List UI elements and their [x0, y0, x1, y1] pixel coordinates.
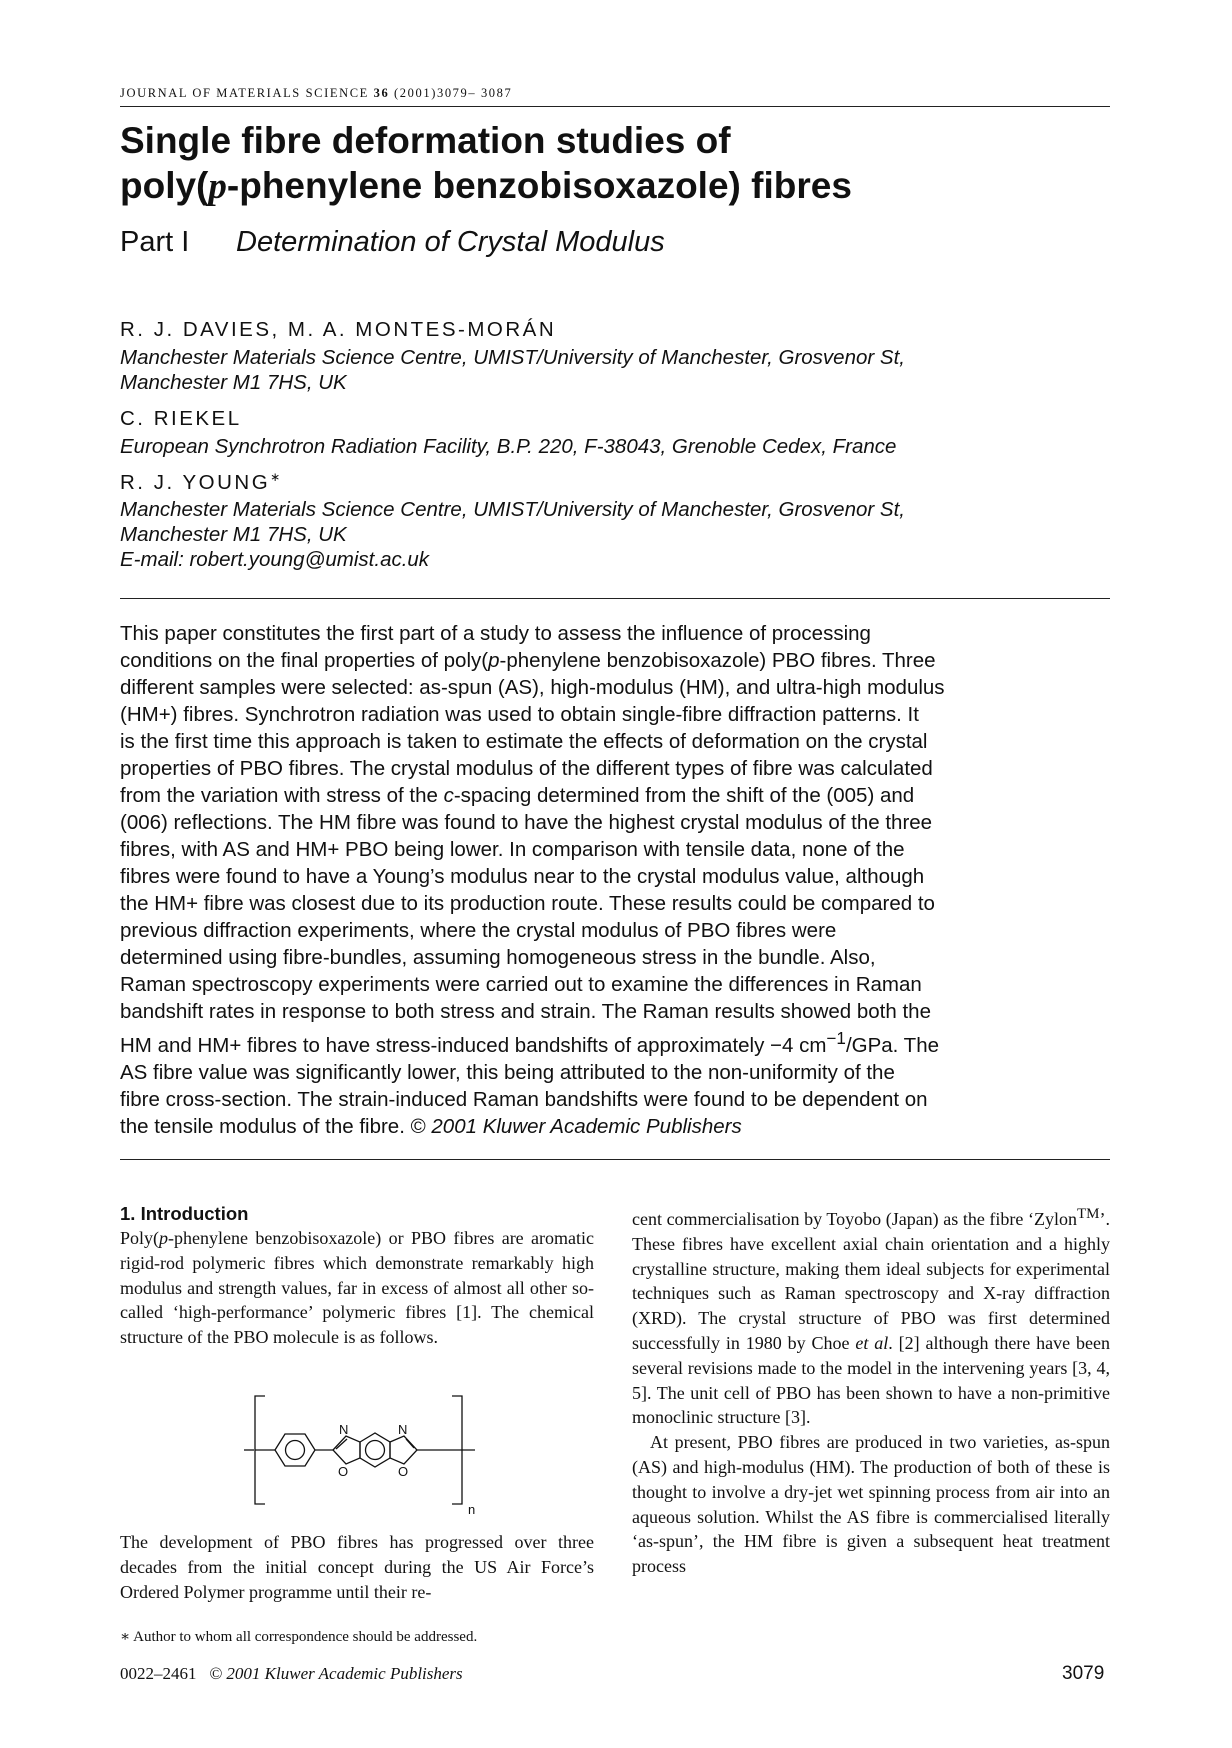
intro-paragraph-1: Poly(p-phenylene benzobisoxazole) or PBO fibres are aromatic rigid-rod polymeric fibres which demonstrate remarkably high modulus and strength values, far in excess of almost all other so-called ‘high-performance’ polymeric fibres [1]. The chemical structure of the PBO molecule is as follows. — [120, 1228, 594, 1348]
development-paragraph: The development of PBO fibres has progressed over three decades from the initial concept during the US Air Force’s Ordered Polymer programme until their re- — [120, 1532, 594, 1602]
right-column — [632, 1202, 1110, 1579]
abstract-line: bandshift rates in response to both stress and strain. The Raman results showed both the — [120, 1000, 931, 1023]
footer-copyright: © 2001 Kluwer Academic Publishers — [209, 1664, 463, 1683]
repeat-unit-n: n — [468, 1502, 476, 1517]
atom-label-o-left: O — [338, 1464, 349, 1479]
author-group-1-names: R. J. DAVIES, M. A. MONTES-MORÁN — [120, 318, 557, 341]
paper-title — [120, 118, 1110, 209]
left-column — [120, 1202, 594, 1350]
abstract-line: from the variation with stress of the c-spacing determined from the shift of the (005) and — [120, 784, 915, 807]
abstract-line: the tensile modulus of the fibre. © 2001 Kluwer Academic Publishers — [120, 1114, 742, 1138]
abstract-line: fibres, with AS and HM+ PBO being lower. In comparison with tensile data, none of the — [120, 838, 905, 861]
right-paragraph-1: cent commercialisation by Toyobo (Japan) as the fibre ‘Zylon™’. These fibres have excellent axial chain orientation and a highly crystalline structure, making them ideal subjects for experimental techniques such as Raman spectroscopy and X-ray diffraction (XRD). The crystal structure of PBO was first determined successfully in 1980 by Choe et al. [2] although there have been several revisions made to the model in the intervening years [3, 4, 5]. The unit cell of PBO has been shown to have a non-primitive monoclinic structure [3]. — [632, 1206, 1110, 1428]
abstract — [120, 620, 1100, 1140]
correspondence-marker: ∗ — [270, 470, 283, 484]
author-group-3-affiliation — [120, 497, 1110, 572]
abstract-line: properties of PBO fibres. The crystal modulus of the different types of fibre was calculated — [120, 757, 933, 780]
atom-label-n-left: N — [339, 1422, 349, 1437]
affiliation-line: Manchester Materials Science Centre, UMIST/University of Manchester, Grosvenor St, — [120, 346, 905, 369]
affiliation-line: Manchester M1 7HS, UK — [120, 371, 347, 394]
phenyl-ring — [275, 1434, 315, 1466]
abstract-line: HM and HM+ fibres to have stress-induced bandshifts of approximately −4 $cm^{-1}$/GPa. The — [120, 1029, 939, 1057]
title-line-2 — [120, 163, 1110, 209]
abstract-line: AS fibre value was significantly lower, this being attributed to the non-uniformity of the — [120, 1060, 895, 1084]
author-group-2-affiliation — [120, 434, 1110, 459]
author-group-1-affiliation — [120, 345, 1110, 395]
section-heading-introduction: 1. Introduction — [120, 1203, 249, 1224]
abstract-line: This paper constitutes the first part of a study to assess the influence of processing — [120, 622, 871, 645]
journal-header — [120, 86, 512, 101]
title-rest: -phenylene benzobisoxazole) fibres — [226, 165, 852, 206]
abstract-line: fibres were found to have a Young’s modulus near to the crystal modulus value, although — [120, 865, 925, 888]
right-paragraph-2: At present, PBO fibres are produced in two varieties, as-spun (AS) and high-modulus (HM). The production of both of these is thought to involve a dry-jet wet spinning process from air into an aqueous solution. Whilst the AS fibre is commercialised literally ‘as-spun’, the HM fibre is given a subsequent heat treatment process — [632, 1432, 1110, 1577]
atom-label-n-right: N — [398, 1422, 408, 1437]
title-poly: poly( — [120, 165, 209, 206]
affiliation-line: Manchester Materials Science Centre, UMIST/University of Manchester, Grosvenor St, — [120, 498, 905, 521]
correspondence-footnote: ∗ Author to whom all correspondence should be addressed. — [120, 1629, 478, 1645]
author-group-3-names — [120, 470, 283, 495]
abstract-line: different samples were selected: as-spun (AS), high-modulus (HM), and ultra-high modulus — [120, 676, 945, 699]
email-line: E-mail: robert.young@umist.ac.uk — [120, 548, 430, 571]
abstract-line: (HM+) fibres. Synchrotron radiation was used to obtain single-fibre diffraction patterns. It — [120, 703, 919, 726]
journal-name: JOURNAL OF MATERIALS SCIENCE — [120, 86, 369, 100]
abstract-line: previous diffraction experiments, where the crystal modulus of PBO fibres were — [120, 919, 837, 942]
abstract-line: (006) reflections. The HM fibre was found to have the highest crystal modulus of the three — [120, 811, 933, 834]
right-oxazole-ring — [390, 1436, 417, 1464]
abstract-line: Raman spectroscopy experiments were carried out to examine the differences in Raman — [120, 973, 922, 996]
abstract-line: fibre cross-section. The strain-induced Raman bandshifts were found to be dependent on — [120, 1087, 928, 1111]
paper-subtitle — [120, 226, 665, 259]
title-p-italic: p — [208, 166, 227, 207]
author-group-2-names: C. RIEKEL — [120, 407, 242, 430]
title-line-1: Single fibre deformation studies of — [120, 120, 731, 161]
abstract-line: is the first time this approach is taken to estimate the effects of deformation on the crystal — [120, 730, 928, 753]
footer-publication-info — [120, 1664, 463, 1684]
journal-year: (2001) — [394, 86, 437, 100]
pbo-chemical-structure — [120, 1390, 594, 1520]
intro-paragraph-2 — [120, 1530, 594, 1604]
journal-volume: 36 — [373, 86, 390, 100]
subtitle-part: Part I — [120, 226, 190, 258]
abstract-line: conditions on the final properties of poly(p-phenylene benzobisoxazole) PBO fibres. Three — [120, 649, 936, 672]
abstract-bottom-rule — [120, 1159, 1110, 1160]
issn: 0022–2461 — [120, 1664, 197, 1683]
abstract-line: the HM+ fibre was closest due to its production route. These results could be compared to — [120, 892, 935, 915]
abstract-line: determined using fibre-bundles, assuming homogeneous stress in the bundle. Also, — [120, 946, 876, 969]
journal-pages: 3079– 3087 — [436, 86, 513, 100]
subtitle-text: Determination of Crystal Modulus — [236, 226, 665, 258]
author-name: R. J. YOUNG — [120, 470, 271, 494]
affiliation-line: European Synchrotron Radiation Facility, B.P. 220, F-38043, Grenoble Cedex, France — [120, 435, 897, 458]
page-number: 3079 — [1062, 1663, 1105, 1684]
central-benzene-ring — [360, 1433, 390, 1467]
atom-label-o-right: O — [398, 1464, 409, 1479]
affiliation-line: Manchester M1 7HS, UK — [120, 523, 347, 546]
abstract-top-rule — [120, 598, 1110, 599]
header-rule — [120, 106, 1110, 107]
